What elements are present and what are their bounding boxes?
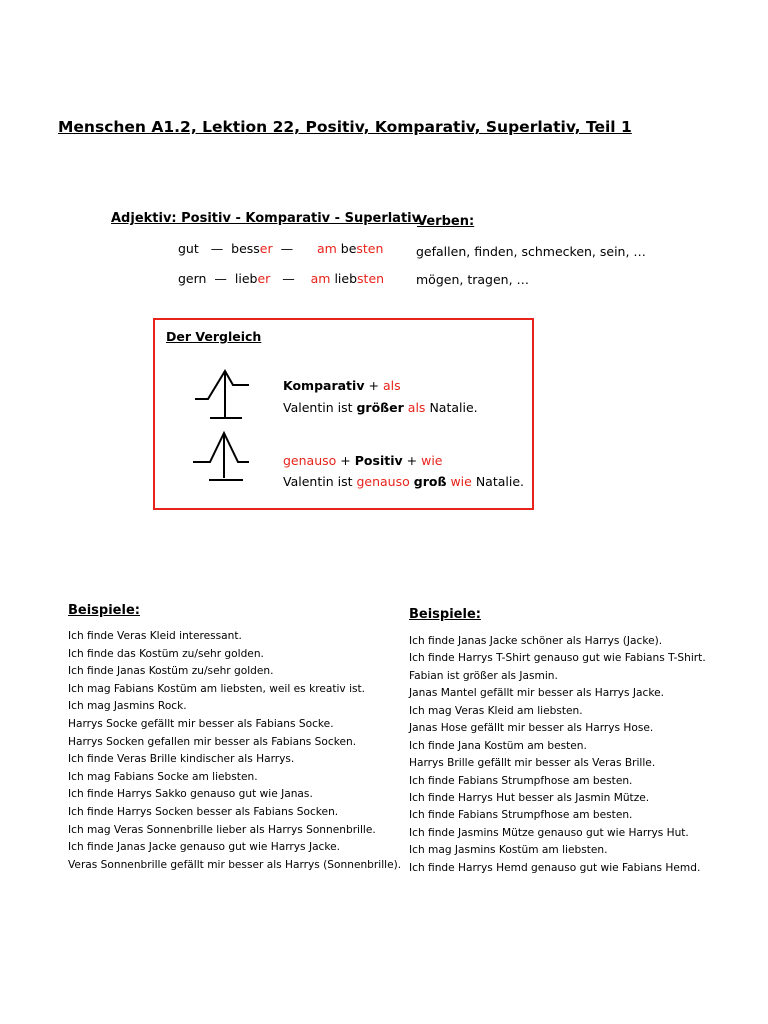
list-item: Janas Hose gefällt mir besser als Harrys Hose. (409, 722, 654, 735)
plus-sign: + (368, 378, 379, 393)
superlativ-ending: sten (356, 241, 384, 256)
plus-sign: + (406, 453, 418, 468)
superlativ-am: am (316, 241, 337, 256)
list-item: Ich finde Harrys T-Shirt genauso gut wie Fabians T-Shirt. (409, 652, 706, 665)
beispiele-right-list (409, 635, 706, 879)
dash-separator: — (280, 241, 294, 256)
komparativ-ending: er (257, 271, 271, 286)
als-particle: als (382, 378, 401, 393)
example-adjective: groß (413, 474, 447, 489)
list-item: Ich finde Veras Brille kindischer als Harrys. (68, 753, 295, 766)
example-text: Valentin ist (283, 474, 353, 489)
list-item: Ich finde das Kostüm zu/sehr golden. (68, 647, 264, 660)
beispiele-left-heading: Beispiele: (68, 603, 140, 618)
wie-particle: wie (421, 453, 443, 468)
positiv-term: Positiv (354, 453, 403, 468)
verben-line: gefallen, finden, schmecken, sein, … (416, 244, 646, 259)
adjektiv-row-gut (178, 241, 383, 256)
page-title: Menschen A1.2, Lektion 22, Positiv, Komparativ, Superlativ, Teil 1 (58, 118, 632, 136)
komparativ-stem: lieb (234, 271, 258, 286)
list-item: Ich finde Jana Kostüm am besten. (409, 739, 587, 752)
plus-sign: + (340, 453, 351, 468)
verben-line: mögen, tragen, … (416, 272, 530, 287)
list-item: Harrys Socken gefallen mir besser als Fabians Socken. (68, 735, 357, 748)
positiv-example (283, 474, 524, 489)
list-item: Ich finde Harrys Socken besser als Fabians Socken. (68, 805, 339, 818)
list-item: Ich finde Harrys Hut besser als Jasmin Mütze. (409, 791, 650, 804)
superlativ-stem: lieb (334, 271, 358, 286)
example-adjective: größer (356, 400, 404, 415)
list-item: Ich finde Harrys Hemd genauso gut wie Fabians Hemd. (409, 861, 701, 874)
list-item: Fabian ist größer als Jasmin. (409, 669, 558, 682)
list-item: Ich mag Jasmins Rock. (68, 700, 187, 713)
list-item: Harrys Brille gefällt mir besser als Veras Brille. (409, 757, 656, 770)
list-item: Ich mag Veras Kleid am liebsten. (409, 704, 583, 717)
genauso-word: genauso (283, 453, 337, 468)
list-item: Ich finde Veras Kleid interessant. (68, 630, 242, 642)
positiv-form: gut (178, 241, 199, 256)
list-item: Ich finde Jasmins Mütze genauso gut wie Harrys Hut. (409, 826, 689, 839)
beispiele-left-list (68, 630, 401, 876)
list-item: Ich finde Janas Kostüm zu/sehr golden. (68, 665, 274, 678)
superlativ-am: am (310, 271, 331, 286)
list-item: Ich mag Fabians Kostüm am liebsten, weil es kreativ ist. (68, 682, 366, 695)
vergleich-box (153, 318, 534, 510)
list-item: Ich mag Fabians Socke am liebsten. (68, 770, 258, 783)
komparativ-stem: bess (231, 241, 260, 256)
list-item: Harrys Socke gefällt mir besser als Fabians Socke. (68, 717, 334, 730)
adjektiv-row-gern (178, 271, 384, 286)
example-text: Natalie. (475, 474, 524, 489)
list-item: Ich finde Fabians Strumpfhose am besten. (409, 809, 633, 822)
superlativ-ending: sten (357, 271, 385, 286)
komparativ-term: Komparativ (283, 378, 365, 393)
list-item: Ich finde Janas Jacke schöner als Harrys (Jacke). (409, 635, 663, 647)
list-item: Ich finde Janas Jacke genauso gut wie Harrys Jacke. (68, 841, 341, 854)
dash-separator: — (210, 241, 224, 256)
komparativ-ending: er (259, 241, 273, 256)
dash-separator: — (282, 271, 295, 286)
komparativ-rule (283, 378, 401, 393)
comparison-up-arrow-icon (191, 366, 253, 420)
list-item: Ich mag Veras Sonnenbrille lieber als Harrys Sonnenbrille. (68, 823, 376, 836)
positiv-rule (283, 453, 442, 468)
example-text: Valentin ist (283, 400, 353, 415)
list-item: Ich finde Harrys Sakko genauso gut wie Janas. (68, 788, 313, 801)
verben-heading: Verben: (417, 214, 475, 229)
dash-separator: — (214, 271, 227, 286)
list-item: Ich finde Fabians Strumpfhose am besten. (409, 774, 633, 787)
beispiele-right-heading: Beispiele: (409, 607, 481, 622)
example-text: Natalie. (429, 400, 478, 415)
superlativ-stem: be (340, 241, 357, 256)
genauso-word: genauso (356, 474, 410, 489)
wie-particle: wie (450, 474, 472, 489)
positiv-form: gern (178, 271, 207, 286)
komparativ-example (283, 400, 478, 415)
list-item: Ich mag Jasmins Kostüm am liebsten. (409, 844, 608, 857)
als-particle: als (407, 400, 426, 415)
list-item: Janas Mantel gefällt mir besser als Harrys Jacke. (409, 687, 664, 700)
list-item: Veras Sonnenbrille gefällt mir besser als Harrys (Sonnenbrille). (68, 858, 402, 871)
adjektiv-heading: Adjektiv: Positiv - Komparativ - Superlativ (111, 211, 421, 226)
equality-arrow-icon (189, 428, 251, 484)
vergleich-title: Der Vergleich (166, 329, 262, 344)
